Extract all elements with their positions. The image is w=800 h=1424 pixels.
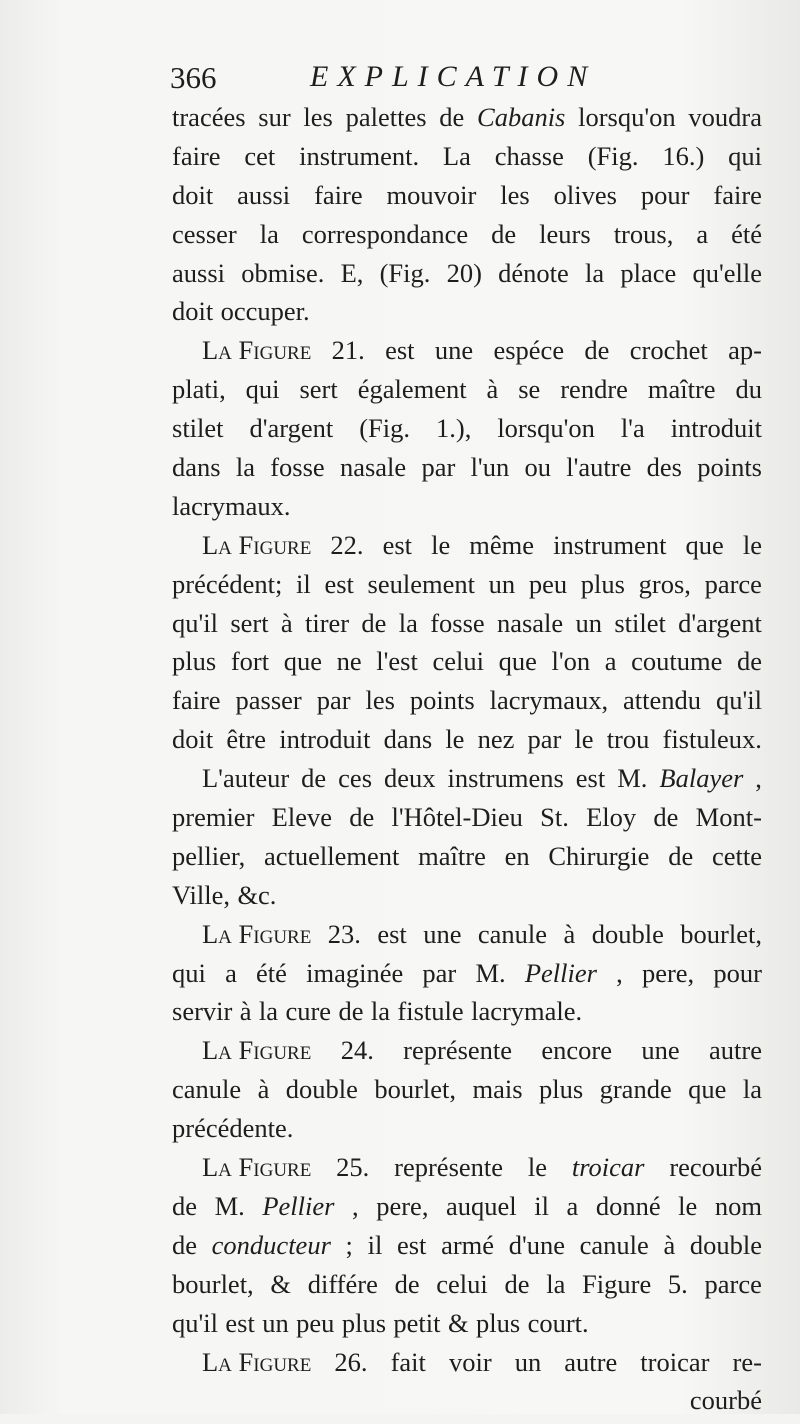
text-line	[172, 802, 762, 841]
word: précédente.	[172, 1113, 294, 1144]
word: canule	[579, 1229, 649, 1260]
word: tirer	[304, 607, 350, 638]
text-line	[172, 296, 762, 335]
word: plus	[580, 568, 625, 599]
text-line	[172, 180, 762, 219]
word: l'a	[620, 413, 645, 444]
word: M.	[617, 763, 648, 794]
word: chasse	[494, 140, 564, 171]
word: plus	[538, 1074, 584, 1105]
word: recourbé	[669, 1152, 762, 1183]
word: bourlet,	[680, 918, 762, 949]
word: par	[422, 957, 457, 988]
word: encore	[541, 1035, 613, 1066]
word: canule	[477, 918, 548, 949]
word: courbé	[689, 1385, 762, 1416]
word: palettes	[345, 102, 427, 132]
word: actuellement	[264, 840, 400, 871]
word: court.	[527, 1307, 589, 1338]
word: place	[620, 257, 677, 288]
word: qu'il	[172, 607, 218, 638]
word: lacrymaux.	[172, 490, 291, 521]
word: espéce	[493, 335, 565, 366]
word: le	[431, 529, 451, 560]
word: bourlet,	[374, 1074, 457, 1105]
word: est	[382, 529, 413, 560]
word: il	[296, 568, 311, 599]
word: nasale	[339, 452, 407, 483]
word: premier	[172, 802, 255, 833]
word: est	[575, 763, 606, 794]
word: lacrymale.	[471, 996, 583, 1027]
word: qu'il	[172, 1307, 218, 1338]
word: qui	[728, 140, 762, 171]
text-line	[172, 413, 762, 452]
word: instrument	[553, 529, 667, 560]
word: que	[283, 646, 322, 677]
word: nom	[714, 1190, 762, 1221]
word: qui	[172, 957, 206, 988]
word: Mont-	[695, 802, 762, 833]
word: ces	[338, 763, 373, 794]
word: petit	[393, 1307, 441, 1338]
word: l'autre	[566, 452, 632, 483]
text-line	[172, 569, 762, 608]
figure-label: La Figure	[202, 918, 312, 949]
word: dans	[383, 724, 433, 755]
word: 26.	[334, 1346, 368, 1377]
word: à	[486, 374, 499, 405]
word: instrumens	[447, 763, 564, 794]
word: dans	[172, 452, 221, 483]
italic-word: Balayer	[659, 763, 744, 794]
word: correspondance	[301, 218, 469, 249]
word: ,	[616, 957, 623, 988]
word: donné	[595, 1190, 661, 1221]
word: est	[385, 335, 415, 366]
word: La	[442, 140, 471, 171]
word: ou	[524, 452, 551, 483]
word: Figure	[582, 1268, 652, 1299]
word: l'est	[376, 646, 418, 677]
word: autre	[709, 1035, 762, 1066]
figure-label: La Figure	[202, 335, 312, 366]
word: trous,	[613, 218, 674, 249]
word: a	[604, 646, 617, 677]
word: cet	[244, 140, 276, 171]
word: tracées	[172, 102, 246, 132]
word: les	[500, 179, 530, 210]
text-line	[172, 491, 762, 530]
word: 25.	[336, 1152, 370, 1183]
word: une	[423, 918, 462, 949]
word: re-	[732, 1346, 762, 1377]
word: troicar	[640, 1346, 710, 1377]
word: Chirurgie	[548, 840, 650, 871]
word: de	[349, 802, 375, 833]
word: par	[316, 685, 351, 716]
text-line	[172, 724, 762, 763]
word: de	[439, 102, 465, 132]
word: est	[225, 1307, 255, 1338]
word: (Fig.	[379, 257, 431, 288]
word: été	[256, 957, 287, 988]
word: points	[697, 452, 762, 483]
word: un	[262, 1307, 289, 1338]
word: la	[398, 607, 418, 638]
word: Eleve	[271, 802, 332, 833]
word: 1.),	[436, 413, 472, 444]
text-line	[172, 452, 762, 491]
word: la	[370, 996, 391, 1027]
word: en	[504, 840, 530, 871]
text-line	[172, 763, 762, 802]
word: à	[280, 607, 293, 638]
word: fistule	[397, 996, 464, 1027]
word: la	[259, 218, 279, 249]
word: obmise.	[241, 257, 325, 288]
word: qu'il	[716, 685, 762, 716]
figure-label: La Figure	[202, 529, 312, 560]
word: parce	[704, 1268, 762, 1299]
word: sert	[299, 374, 338, 405]
word: leurs	[539, 218, 591, 249]
word: fosse	[270, 452, 325, 483]
word: il	[367, 1229, 383, 1260]
figure-label: La Figure	[202, 1152, 312, 1183]
word: introduit	[670, 413, 762, 444]
word: plus	[475, 1307, 521, 1338]
word: il	[534, 1190, 549, 1221]
word: l'un	[470, 452, 510, 483]
word: a	[696, 218, 709, 249]
word: est	[324, 568, 354, 599]
word: être	[226, 724, 267, 755]
word: d'argent	[249, 413, 334, 444]
word: M.	[214, 1190, 245, 1221]
text-line	[172, 102, 762, 141]
word: autre	[564, 1346, 618, 1377]
text-line	[172, 1191, 762, 1230]
word: qu'elle	[692, 257, 762, 288]
word: auquel	[446, 1190, 517, 1221]
word: du	[735, 374, 762, 405]
word: à	[563, 918, 576, 949]
word: doit	[172, 724, 214, 755]
word: attendu	[623, 685, 702, 716]
word: deux	[384, 763, 436, 794]
word: le	[527, 1152, 547, 1183]
word: l'Hôtel-Dieu	[391, 802, 523, 833]
word: celui	[436, 1268, 488, 1299]
running-title: EXPLICATION	[310, 60, 597, 93]
word: est	[377, 918, 407, 949]
word: cesser	[172, 218, 237, 249]
text-line	[172, 1269, 762, 1308]
body-text	[172, 102, 762, 1424]
word: imaginée	[306, 957, 404, 988]
text-line	[172, 530, 762, 569]
word: 21.	[331, 335, 365, 366]
word: peu	[296, 1307, 335, 1338]
text-line	[172, 335, 762, 374]
word: de	[584, 335, 610, 366]
word: rendre	[560, 374, 628, 405]
word: peu	[528, 568, 568, 599]
text-line	[172, 1230, 762, 1269]
word: seulement	[367, 568, 475, 599]
word: armé	[441, 1229, 495, 1260]
word: d'argent	[678, 607, 762, 638]
italic-word: Pellier	[262, 1190, 335, 1221]
word: de	[653, 802, 679, 833]
page-number: 366	[170, 60, 217, 95]
word: été	[731, 218, 762, 249]
figure-label: La Figure	[202, 1346, 312, 1377]
word: de	[504, 1268, 530, 1299]
word: le	[445, 724, 465, 755]
word: introduit	[279, 724, 371, 755]
word: de	[172, 1190, 198, 1221]
word: pour	[640, 179, 690, 210]
word: 5.	[667, 1268, 688, 1299]
word: &	[270, 1268, 292, 1299]
text-line	[172, 258, 762, 297]
text-line	[172, 1152, 762, 1191]
word: doit	[172, 296, 214, 327]
text-line	[172, 1347, 762, 1386]
word: stilet	[614, 607, 666, 638]
word: de	[172, 1229, 198, 1260]
word: par	[527, 724, 562, 755]
word: sert	[230, 607, 269, 638]
word: de	[301, 763, 327, 794]
text-line	[172, 996, 762, 1035]
word: ,	[755, 763, 762, 794]
word: à	[257, 1074, 270, 1105]
word: mais	[472, 1074, 523, 1105]
word: faire	[314, 179, 363, 210]
word: E,	[340, 257, 364, 288]
word: d'une	[508, 1229, 565, 1260]
word: (Fig.	[587, 140, 639, 171]
word: plus	[341, 1307, 387, 1338]
word: mouvoir	[386, 179, 477, 210]
word: M.	[475, 957, 506, 988]
word: plati,	[172, 374, 226, 405]
word: une	[434, 335, 474, 366]
word: ;	[345, 1229, 353, 1260]
word: double	[591, 918, 664, 949]
word: le	[678, 1190, 698, 1221]
word: instrument.	[299, 140, 420, 171]
text-line	[172, 919, 762, 958]
word: la	[742, 1074, 762, 1105]
italic-word: troicar	[571, 1152, 645, 1183]
word: le	[742, 529, 762, 560]
word: que	[688, 1074, 727, 1105]
figure-label: La Figure	[202, 1035, 312, 1066]
text-line	[172, 374, 762, 413]
text-line	[172, 880, 762, 919]
word: L'auteur	[202, 763, 290, 794]
word: gros,	[638, 568, 691, 599]
word: &c.	[237, 879, 277, 910]
italic-word: Cabanis	[477, 102, 566, 132]
word: &	[447, 1307, 469, 1338]
word: cette	[711, 840, 762, 871]
word: aussi	[172, 257, 225, 288]
word: différe	[307, 1268, 378, 1299]
text-line	[172, 1074, 762, 1113]
text-line	[172, 1035, 762, 1074]
text-line	[172, 841, 762, 880]
word: que	[498, 646, 537, 677]
word: lorsqu'on	[578, 102, 676, 132]
word: la	[258, 996, 279, 1027]
word: pour	[713, 957, 762, 988]
word: un	[575, 607, 602, 638]
word: servir	[172, 996, 233, 1027]
word: précédent;	[172, 568, 283, 599]
word: faire	[172, 140, 221, 171]
word: sur	[258, 102, 291, 132]
word: une	[641, 1035, 680, 1066]
text-line	[172, 141, 762, 180]
word: double	[285, 1074, 358, 1105]
word: coutume	[631, 646, 723, 677]
word: (Fig.	[359, 413, 411, 444]
word: bourlet,	[172, 1268, 254, 1299]
word: représente	[394, 1152, 504, 1183]
word: un	[488, 568, 516, 599]
text-line	[172, 646, 762, 685]
word: points	[409, 685, 475, 716]
word: 20)	[446, 257, 482, 288]
word: maître	[647, 374, 716, 405]
word: olives	[553, 179, 617, 210]
word: des	[646, 452, 682, 483]
word: ne	[336, 646, 362, 677]
text-line	[172, 219, 762, 258]
word: fait	[390, 1346, 426, 1377]
word: a	[566, 1190, 579, 1221]
text-line	[172, 1113, 762, 1152]
word: canule	[172, 1074, 242, 1105]
text-line	[172, 1385, 762, 1424]
word: fort	[230, 646, 270, 677]
word: 16.)	[662, 140, 705, 171]
word: à	[663, 1229, 676, 1260]
word: le	[574, 724, 594, 755]
text-line	[172, 958, 762, 997]
word: grande	[599, 1074, 672, 1105]
word: même	[469, 529, 535, 560]
word: se	[518, 374, 541, 405]
word: nasale	[496, 607, 564, 638]
word: 24.	[340, 1035, 374, 1066]
word: les	[303, 102, 333, 132]
word: doit	[172, 179, 214, 210]
word: ap-	[728, 335, 762, 366]
word: cure	[285, 996, 332, 1027]
text-line	[172, 685, 762, 724]
word: voudra	[688, 102, 762, 132]
word: St.	[540, 802, 569, 833]
word: l'on	[551, 646, 591, 677]
word: un	[514, 1346, 542, 1377]
word: à	[239, 996, 252, 1027]
word: faire	[172, 685, 221, 716]
italic-word: Pellier	[524, 957, 597, 988]
word: a	[225, 957, 237, 988]
word: nez	[477, 724, 515, 755]
word: la	[546, 1268, 566, 1299]
word: de	[736, 646, 762, 677]
word: celui	[432, 646, 484, 677]
word: pere,	[641, 957, 695, 988]
word: maître	[418, 840, 486, 871]
word: les	[365, 685, 395, 716]
word: également	[357, 374, 467, 405]
word: trou	[606, 724, 650, 755]
word: voir	[448, 1346, 492, 1377]
word: occuper.	[220, 296, 310, 327]
word: lorsqu'on	[497, 413, 595, 444]
text-line	[172, 1308, 762, 1347]
word: de	[338, 996, 364, 1027]
word: est	[396, 1229, 427, 1260]
word: double	[689, 1229, 762, 1260]
italic-word: conducteur	[211, 1229, 331, 1260]
word: fosse	[430, 607, 485, 638]
word: stilet	[172, 413, 224, 444]
word: Ville,	[172, 879, 231, 910]
word: 22.	[330, 529, 364, 560]
word: fistuleux.	[662, 724, 762, 755]
running-header	[170, 60, 640, 102]
word: plus	[172, 646, 217, 677]
word: crochet	[629, 335, 708, 366]
word: de	[361, 607, 387, 638]
word: Eloy	[586, 802, 637, 833]
word: la	[585, 257, 605, 288]
word: qui	[245, 374, 280, 405]
word: de	[491, 218, 517, 249]
word: de	[668, 840, 694, 871]
word: ,	[352, 1190, 359, 1221]
word: représente	[403, 1035, 513, 1066]
word: lacrymaux,	[489, 685, 609, 716]
word: aussi	[237, 179, 291, 210]
word: parce	[704, 568, 762, 599]
word: dénote	[498, 257, 569, 288]
text-line	[172, 608, 762, 647]
word: pere,	[376, 1190, 429, 1221]
word: 23.	[327, 918, 361, 949]
word: passer	[235, 685, 302, 716]
word: que	[685, 529, 724, 560]
word: la	[235, 452, 255, 483]
word: pellier,	[172, 840, 246, 871]
word: de	[394, 1268, 420, 1299]
word: faire	[713, 179, 762, 210]
word: par	[421, 452, 456, 483]
